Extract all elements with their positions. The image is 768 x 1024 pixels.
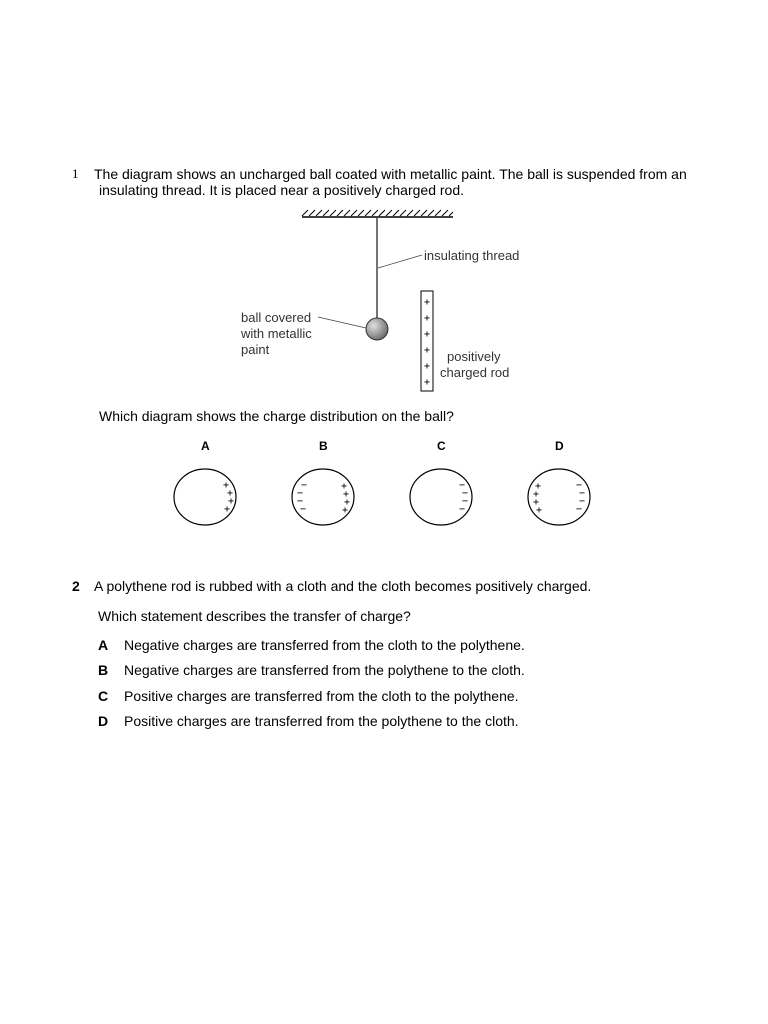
option-d-pos-1: +: [534, 481, 542, 492]
option-a-charge-2: +: [226, 488, 234, 499]
option-b-pos-2: +: [342, 489, 350, 500]
option-d-pos-4: +: [535, 505, 543, 516]
question-2-stem: A polythene rod is rubbed with a cloth and the cloth becomes positively charged.: [94, 578, 592, 594]
question-2-option-a[interactable]: [98, 637, 525, 653]
question-2-option-b[interactable]: [98, 662, 525, 678]
option-b-neg-4: −: [299, 504, 307, 515]
option-c-letter: C: [437, 439, 446, 453]
option-c-charge-2: −: [461, 488, 469, 499]
option-d-neg-4: −: [575, 504, 583, 515]
pendulum-diagram: [0, 0, 768, 420]
rod-charge-2: +: [423, 313, 431, 324]
rod-charge-3: +: [423, 329, 431, 340]
rod-charge-1: +: [423, 297, 431, 308]
option-letter: B: [98, 662, 109, 678]
option-b-pos-1: +: [340, 481, 348, 492]
label-rod-line-1: positively: [447, 349, 501, 364]
option-b-pos-4: +: [341, 505, 349, 516]
option-a-letter: A: [201, 439, 210, 453]
option-b-neg-2: −: [296, 488, 304, 499]
ceiling-support: [302, 210, 453, 217]
option-text: Positive charges are transferred from the cloth to the polythene.: [124, 688, 519, 704]
option-d-diagram: [528, 469, 590, 525]
option-d-letter: D: [555, 439, 564, 453]
question-1-number: 1: [72, 166, 79, 181]
option-b-diagram: [292, 469, 354, 525]
metallic-ball: [366, 318, 388, 340]
question-1-text-line-2: insulating thread. It is placed near a positively charged rod.: [99, 182, 464, 198]
option-letter: C: [98, 688, 109, 704]
option-text: Negative charges are transferred from the polythene to the cloth.: [124, 662, 525, 678]
label-ball-line-1: ball covered: [241, 310, 312, 325]
question-2-option-c[interactable]: [98, 688, 519, 704]
option-d-pos-3: +: [532, 497, 540, 508]
option-d-neg-3: −: [578, 496, 586, 507]
question-1-text-line-1: The diagram shows an uncharged ball coated with metallic paint. The ball is suspended from an: [94, 166, 687, 182]
label-rod-line-2: charged rod: [440, 365, 510, 380]
option-b-pos-3: +: [343, 497, 351, 508]
option-a-diagram: [174, 469, 236, 525]
ball-label-leader: [318, 317, 366, 328]
question-1-prompt: Which diagram shows the charge distribution on the ball?: [99, 408, 454, 424]
charge-distribution-options: [0, 450, 768, 540]
option-text: Positive charges are transferred from the polythene to the cloth.: [124, 713, 519, 729]
option-b-neg-1: −: [300, 480, 308, 491]
rod-charge-5: +: [423, 361, 431, 372]
rod-charge-6: +: [423, 377, 431, 388]
option-letter: D: [98, 713, 109, 729]
option-c-charge-1: −: [458, 480, 466, 491]
option-a-charge-1: +: [222, 480, 230, 491]
question-2-number: 2: [72, 578, 80, 594]
rod-charge-4: +: [423, 345, 431, 356]
option-b-neg-3: −: [296, 496, 304, 507]
option-c-charge-3: −: [461, 496, 469, 507]
option-d-pos-2: +: [532, 489, 540, 500]
question-2-prompt: Which statement describes the transfer of charge?: [98, 608, 411, 624]
label-ball-line-3: paint: [241, 342, 270, 357]
label-ball-line-2: with metallic: [241, 326, 312, 341]
option-c-charge-4: −: [458, 504, 466, 515]
option-a-charge-3: +: [227, 496, 235, 507]
option-c-diagram: [410, 469, 472, 525]
option-a-charge-4: +: [223, 504, 231, 515]
option-b-letter: B: [319, 439, 328, 453]
option-letter: A: [98, 637, 109, 653]
option-text: Negative charges are transferred from the cloth to the polythene.: [124, 637, 525, 653]
option-d-neg-1: −: [575, 480, 583, 491]
option-d-neg-2: −: [578, 488, 586, 499]
question-2-option-d[interactable]: [98, 713, 519, 729]
label-insulating-thread: insulating thread: [424, 248, 520, 263]
thread-label-leader: [378, 255, 422, 268]
